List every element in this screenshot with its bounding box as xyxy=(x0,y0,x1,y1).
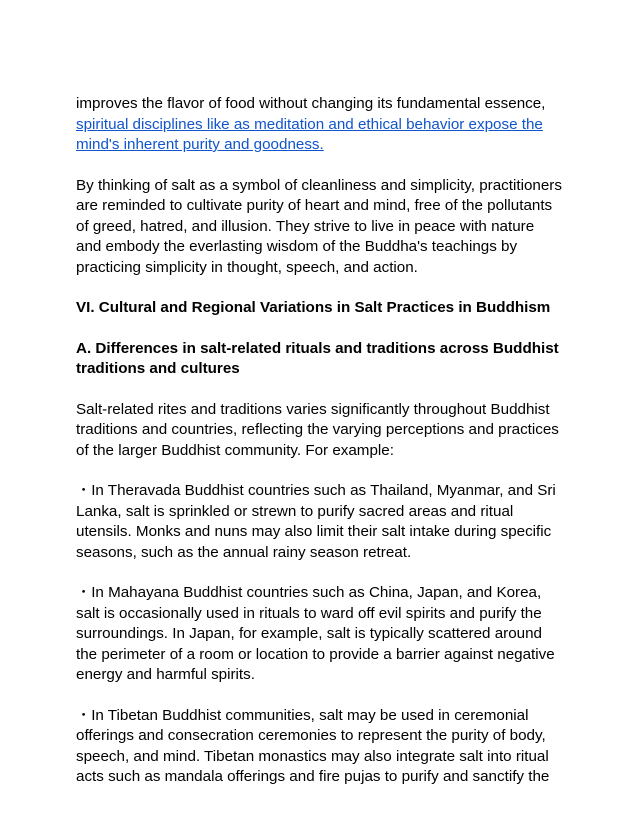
symbol-paragraph: By thinking of salt as a symbol of cleanliness and simplicity, practitioners are reminded to cultivate purity of heart and mind, free of the pollutants of greed, hatred, and illusion. They strive to live in peace with nature and embody the everlasting wisdom of the Buddha's teachings by practicing simplicity in thought, speech, and action. xyxy=(76,176,562,276)
section-heading: VI. Cultural and Regional Variations in Salt Practices in Buddhism xyxy=(76,299,551,316)
bullet-item-tibetan xyxy=(76,706,562,788)
intro-text: improves the flavor of food without changing its fundamental essence, xyxy=(76,95,546,112)
bullet-item-mahayana xyxy=(76,583,562,686)
bullet-text: In Theravada Buddhist countries such as Thailand, Myanmar, and Sri Lanka, salt is sprinkled or strewn to purify sacred areas and ritual utensils. Monks and nuns may also limit their salt intake during specific seasons, such as the annual rainy season retreat. xyxy=(76,482,556,561)
bullet-marker: ・ xyxy=(76,584,92,601)
intro-paragraph xyxy=(76,94,562,156)
bullet-text: In Tibetan Buddhist communities, salt may be used in ceremonial offerings and consecration ceremonies to represent the purity of body, speech, and mind. Tibetan monastics may also integrate salt into ritual acts such as mandala offerings and fire pujas to purify and sanctify the xyxy=(76,706,550,785)
bullet-marker: ・ xyxy=(76,706,92,724)
intro-link[interactable]: spiritual disciplines like as meditation and ethical behavior expose the mind's inherent purity and goodness. xyxy=(76,115,543,153)
bullet-marker: ・ xyxy=(76,482,92,499)
variations-intro-paragraph: Salt-related rites and traditions varies significantly throughout Buddhist traditions and countries, reflecting the varying perceptions and practices of the larger Buddhist community. For example: xyxy=(76,400,559,459)
bullet-text: In Mahayana Buddhist countries such as China, Japan, and Korea, salt is occasionally used in rituals to ward off evil spirits and purify the surroundings. In Japan, for example, salt is typically scattered around the perimeter of a room or location to provide a barrier against negative energy and harmful spirits. xyxy=(76,584,555,683)
bullet-item-theravada xyxy=(76,481,562,563)
subsection-heading: A. Differences in salt-related rituals and traditions across Buddhist traditions and cultures xyxy=(76,339,559,377)
document-page xyxy=(76,94,562,788)
